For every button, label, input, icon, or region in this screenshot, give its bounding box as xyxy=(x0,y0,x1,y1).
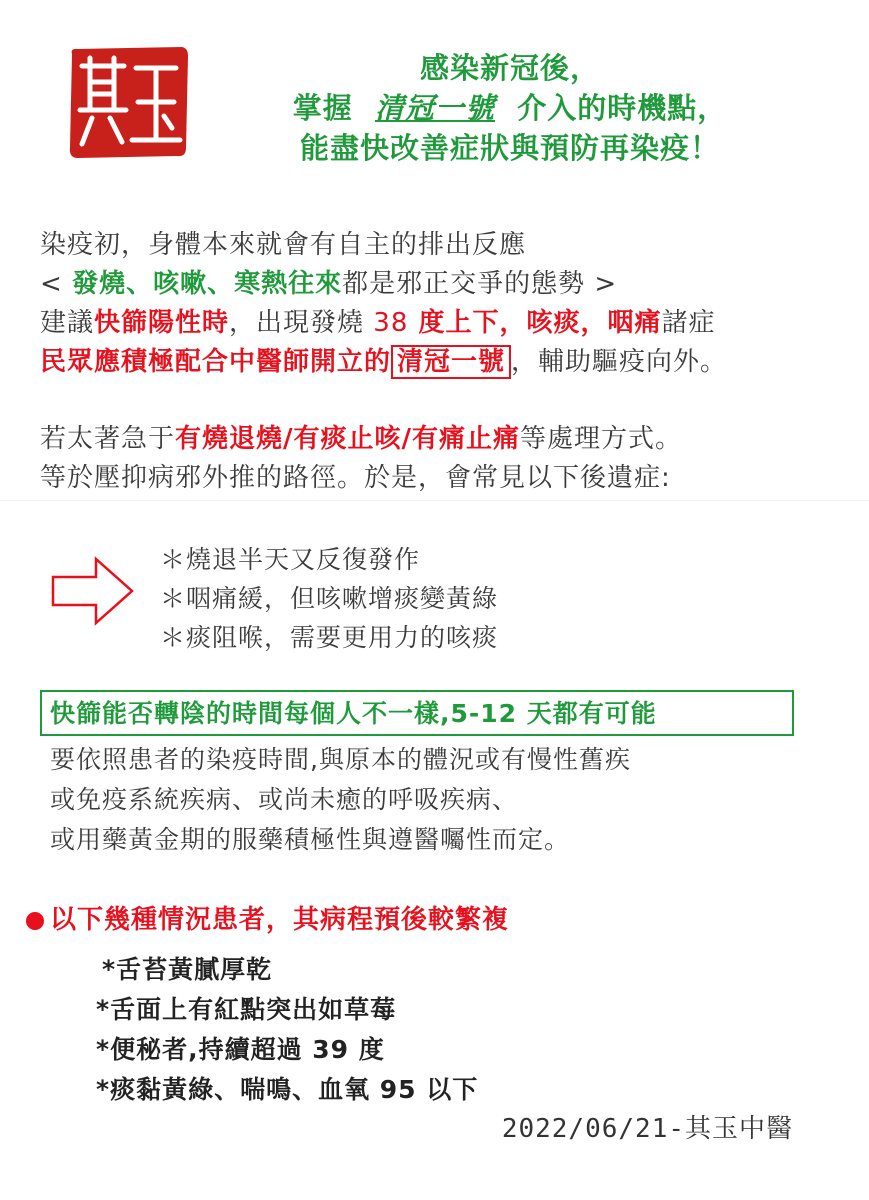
intro-l3-b: 快篩陽性時 xyxy=(94,308,230,338)
list-item: ＊咽痛緩，但咳嗽增痰變黃綠 xyxy=(160,584,499,613)
intro-l3-e: 度上下，咳痰，咽痛 xyxy=(408,308,662,338)
intro-l2-rest: 都是邪正交爭的態勢 > xyxy=(342,269,618,299)
warning-paragraph xyxy=(40,420,682,498)
explanation-paragraph xyxy=(50,740,631,860)
sequelae-list xyxy=(160,540,498,657)
list-item: *痰黏黃綠、喘鳴、血氧 95 以下 xyxy=(96,1075,479,1104)
explanation-line: 或用藥黃金期的服藥積極性與遵醫囑性而定。 xyxy=(50,825,571,854)
intro-l3-d: 38 xyxy=(373,308,409,338)
intro-l4-a: 民眾應積極配合中醫師開立的 xyxy=(40,347,392,377)
intro-l3-a: 建議 xyxy=(40,308,95,338)
intro-l4-c: ，輔助驅疫向外。 xyxy=(511,347,728,377)
title-line-3: 能盡快改善症狀與預防再染疫！ xyxy=(299,131,720,165)
warning-l1-c: 等處理方式。 xyxy=(520,424,683,454)
intro-line-2 xyxy=(40,265,727,304)
seal-logo-icon xyxy=(64,44,192,162)
signature: 2022/06/21-其玉中醫 xyxy=(501,1114,793,1144)
complex-heading xyxy=(26,900,509,940)
list-item: *舌面上有紅點突出如草莓 xyxy=(96,995,397,1024)
highlight-text: 快篩能否轉陰的時間每個人不一樣,5-12 天都有可能 xyxy=(50,699,657,728)
list-item: ＊痰阻喉，需要更用力的咳痰 xyxy=(160,623,499,652)
title-line-1: 感染新冠後， xyxy=(419,51,600,85)
intro-line-1: 染疫初，身體本來就會有自主的排出反應 xyxy=(40,230,527,260)
warning-l1-red: 有燒退燒/有痰止咳/有痛止痛 xyxy=(175,424,521,454)
title-line-2 xyxy=(200,88,820,128)
warning-line-1 xyxy=(40,420,682,459)
warning-line-2: 等於壓抑病邪外推的路徑。於是，會常見以下後遺症: xyxy=(40,463,671,493)
title-line-2-post: 介入的時機點， xyxy=(517,91,728,125)
list-item: *便秘者,持續超過 39 度 xyxy=(96,1035,385,1064)
red-dot-icon xyxy=(26,912,44,930)
title-line-2-pre: 掌握 xyxy=(292,91,353,125)
intro-l3-f: 諸症 xyxy=(661,308,716,338)
divider xyxy=(0,500,869,501)
page-title xyxy=(200,48,820,168)
list-item: *舌苔黃膩厚乾 xyxy=(102,955,273,984)
explanation-line: 要依照患者的染疫時間,與原本的體況或有慢性舊疾 xyxy=(50,745,631,774)
list-item: ＊燒退半天又反復發作 xyxy=(160,545,421,574)
intro-line-3 xyxy=(40,304,727,343)
product-name: 清冠一號 xyxy=(374,91,495,125)
intro-l2-open: < xyxy=(40,269,73,299)
complex-list xyxy=(96,950,478,1110)
complex-heading-text: 以下幾種情況患者，其病程預後較繁複 xyxy=(50,905,510,935)
warning-l1-a: 若太著急于 xyxy=(40,424,176,454)
intro-l3-c: ，出現發燒 xyxy=(229,308,374,338)
right-arrow-icon xyxy=(50,555,136,627)
explanation-line: 或免疫系統疾病、或尚未癒的呼吸疾病、 xyxy=(50,785,519,814)
intro-line-4 xyxy=(40,343,727,382)
intro-l2-symptoms: 發燒、咳嗽、寒熱往來 xyxy=(72,269,343,299)
intro-paragraph xyxy=(40,226,727,382)
product-box: 清冠一號 xyxy=(391,345,511,379)
